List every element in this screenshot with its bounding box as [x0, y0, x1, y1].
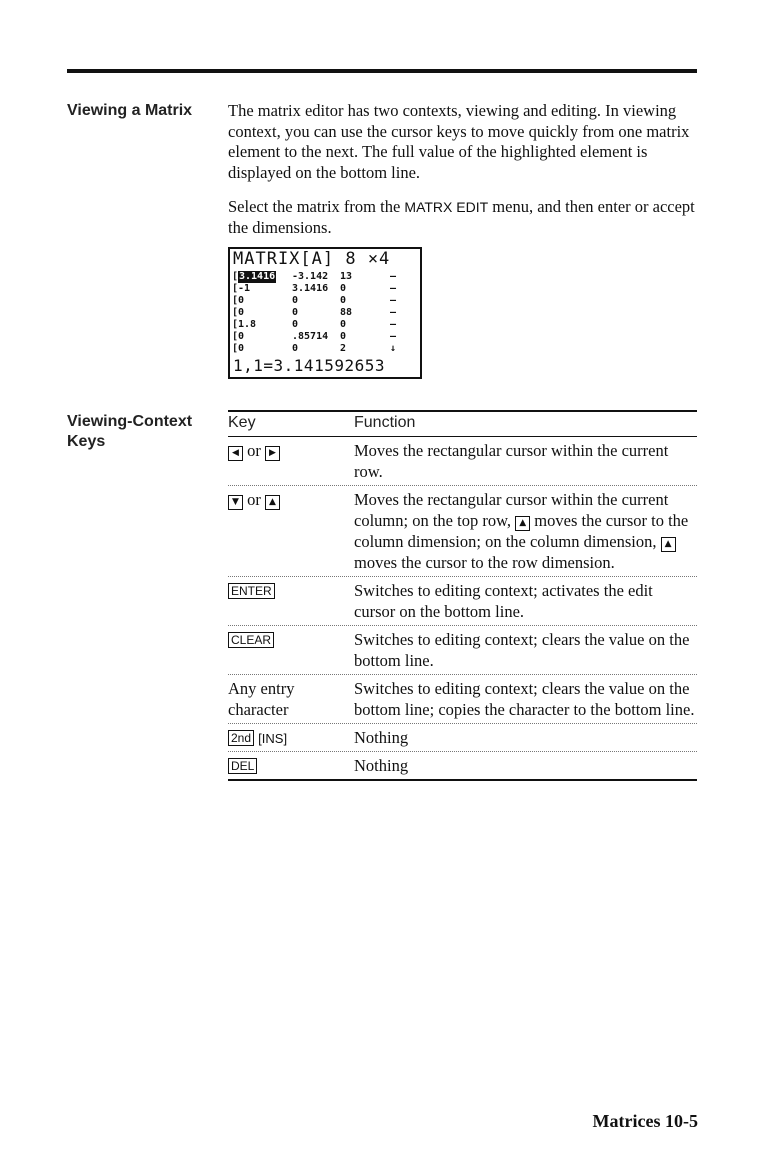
table-row: ◀ or ▶ Moves the rectangular cursor within the current row.: [228, 437, 697, 486]
table-row: ▼ or ▲ Moves the rectangular cursor within the current column; on the top row, ▲ moves the cursor to the column dimension; on the column dimension, ▲ moves the cursor to the row dimension.: [228, 486, 697, 577]
enter-key: ENTER: [228, 583, 275, 599]
table-row: CLEAR Switches to editing context; clears the value on the bottom line.: [228, 626, 697, 675]
matrix-row: [ 3.1416 -3.142 13 –: [232, 271, 397, 282]
section-heading-viewing-matrix: Viewing a Matrix: [67, 102, 193, 119]
down-arrow-key-icon: ▼: [228, 495, 243, 510]
matrix-row: [ -1 3.1416 0 –: [232, 283, 397, 294]
ins-function: [INS]: [258, 731, 288, 746]
col-key-header: Key: [228, 414, 256, 431]
top-rule: [67, 69, 697, 73]
select-paragraph: Select the matrix from the MATRX EDIT menu, and then enter or accept the dimensions.: [228, 197, 695, 237]
table-row: 2nd [INS] Nothing: [228, 724, 697, 752]
del-key: DEL: [228, 758, 257, 774]
matrix-row: [ 0 0 2 ↓: [232, 343, 397, 354]
clear-key: CLEAR: [228, 632, 274, 648]
up-arrow-key-icon: ▲: [515, 516, 530, 531]
keys-table: [228, 410, 697, 781]
section-heading-viewing-context-keys: Viewing-Context Keys: [67, 413, 193, 450]
table-row: ENTER Switches to editing context; activates the edit cursor on the bottom line.: [228, 577, 697, 626]
scroll-down-icon: ↓: [390, 343, 397, 354]
calculator-screen: [228, 247, 422, 379]
left-arrow-key-icon: ◀: [228, 446, 243, 461]
highlighted-element: 3.1416: [239, 271, 276, 282]
page-footer: Matrices 10-5: [592, 1111, 698, 1131]
table-row: Any entry character Switches to editing context; clears the value on the bottom line; copies the character to the bottom line.: [228, 675, 697, 724]
matrix-row: [ 0 0 0 –: [232, 295, 397, 306]
screen-bottom-line: 1,1=3.141592653: [233, 356, 385, 375]
menu-name: MATRX EDIT: [404, 199, 489, 215]
matrix-row: [ 1.8 0 0 –: [232, 319, 397, 330]
screen-title: MATRIX[A] 8 ×4: [233, 249, 391, 269]
table-header: [228, 412, 697, 436]
intro-paragraph: The matrix editor has two contexts, viewing and editing. In viewing context, you can use the cursor keys to move quickly from one matrix element to the next. The full value of the highlighted element is displayed on the bottom line.: [228, 101, 690, 182]
table-row: DEL Nothing: [228, 752, 697, 779]
second-key: 2nd: [228, 730, 254, 746]
matrix-row: [ 0 0 88 –: [232, 307, 397, 318]
up-arrow-key-icon: ▲: [661, 537, 676, 552]
right-arrow-key-icon: ▶: [265, 446, 280, 461]
matrix-row: [ 0 .85714 0 –: [232, 331, 397, 342]
col-function-header: Function: [354, 414, 416, 431]
up-arrow-key-icon: ▲: [265, 495, 280, 510]
